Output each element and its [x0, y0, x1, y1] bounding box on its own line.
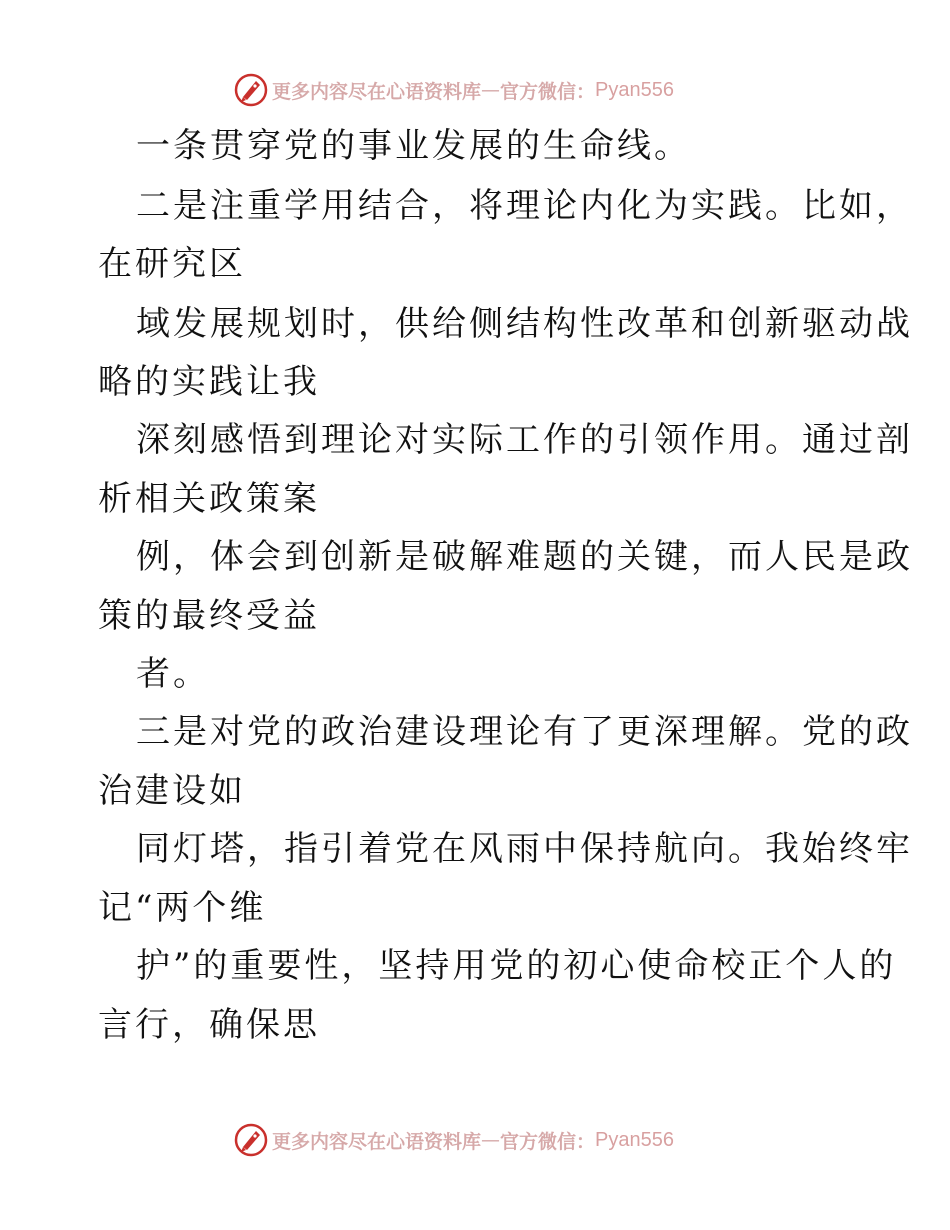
body-line: 者。: [136, 654, 210, 694]
body-line: 护”的重要性，坚持用党的初心使命校正个人的: [136, 946, 897, 986]
body-line: 在研究区: [98, 244, 246, 284]
body-line: 治建设如: [98, 771, 246, 811]
body-line: 记“两个维: [98, 888, 267, 928]
body-line: 策的最终受益: [98, 596, 320, 636]
banner-title: 更多内容尽在心语资料库: [272, 1130, 482, 1153]
banner-separator: —: [481, 1129, 501, 1151]
banner-wechat-id: Pyan556: [595, 1128, 674, 1151]
body-line: 言行，确保思: [98, 1005, 320, 1045]
body-line: 略的实践让我: [98, 362, 320, 402]
banner-wechat-id: Pyan556: [595, 78, 674, 101]
body-line: 三是对党的政治建设理论有了更深理解。党的政: [136, 712, 913, 752]
banner-wechat-label: 官方微信：: [500, 80, 596, 103]
banner-separator: —: [481, 79, 501, 101]
body-line: 域发展规划时，供给侧结构性改革和创新驱动战: [136, 304, 913, 344]
footer-banner: [234, 1122, 714, 1158]
banner-title: 更多内容尽在心语资料库: [272, 80, 482, 103]
header-banner: [234, 72, 714, 108]
body-line: 例，体会到创新是破解难题的关键，而人民是政: [136, 537, 913, 577]
body-line: 深刻感悟到理论对实际工作的引领作用。通过剖: [136, 420, 913, 460]
body-line: 析相关政策案: [98, 479, 320, 519]
body-line: 二是注重学用结合，将理论内化为实践。比如，: [136, 186, 913, 226]
banner-wechat-label: 官方微信：: [500, 1130, 596, 1153]
pen-nib-logo-icon: [234, 73, 268, 107]
body-line: 同灯塔，指引着党在风雨中保持航向。我始终牢: [136, 829, 913, 869]
pen-nib-logo-icon: [234, 1123, 268, 1157]
body-line: 一条贯穿党的事业发展的生命线。: [136, 126, 691, 166]
